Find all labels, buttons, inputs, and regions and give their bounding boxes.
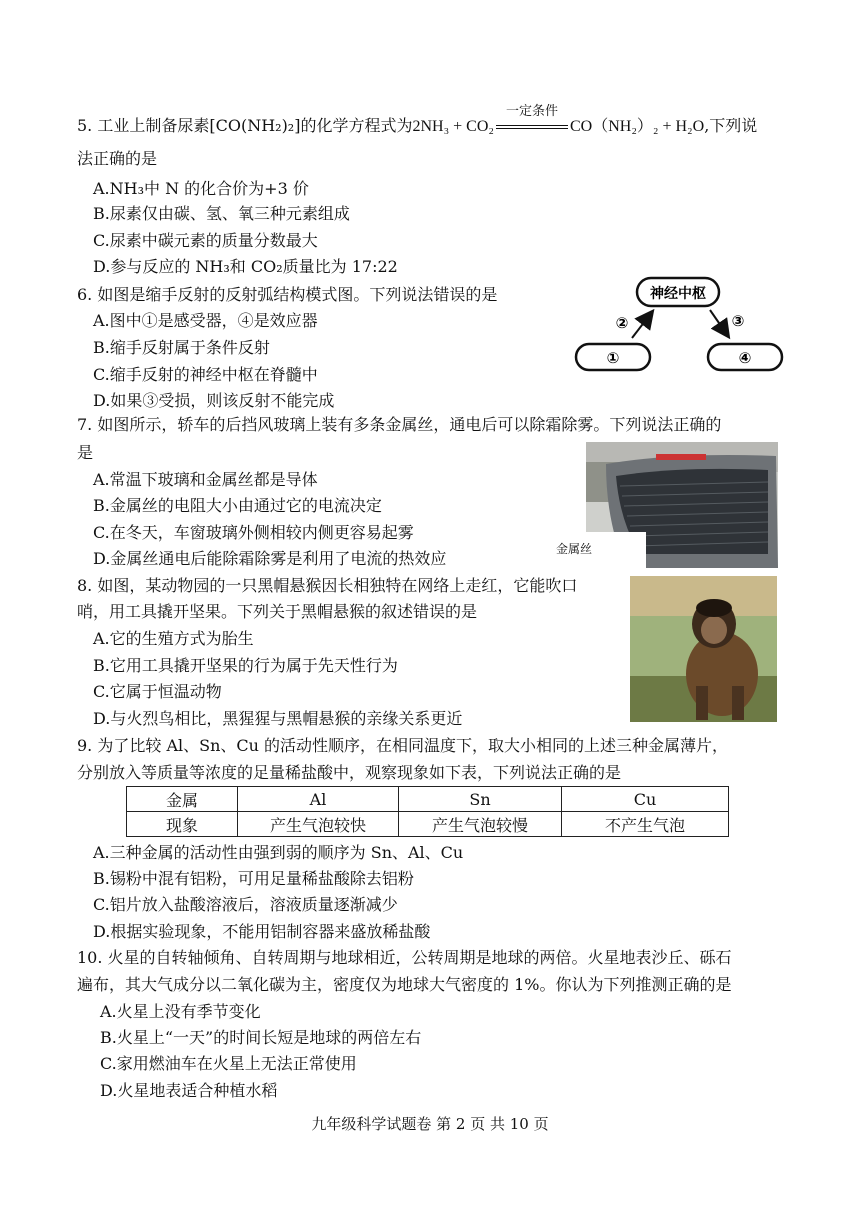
table-cell: Sn <box>399 787 562 812</box>
q5-stem-line1 <box>77 103 758 138</box>
q8-option-a: A.它的生殖方式为胎生 <box>93 629 254 648</box>
car-window-photo <box>556 442 778 568</box>
metal-reaction-table <box>126 786 729 837</box>
q6-option-c: C.缩手反射的神经中枢在脊髓中 <box>93 365 318 384</box>
eq-condition: 一定条件 <box>505 103 558 118</box>
q7-option-c: C.在冬天，车窗玻璃外侧相较内侧更容易起雾 <box>93 523 414 542</box>
car-window-illustration <box>586 442 778 568</box>
table-row <box>127 812 729 837</box>
arrow-2 <box>632 312 652 338</box>
q5-option-b: B.尿素仅由碳、氢、氧三种元素组成 <box>93 204 350 223</box>
q10-option-d: D.火星地表适合种植水稻 <box>100 1081 278 1100</box>
reflex-arc-diagram <box>570 272 790 382</box>
page-footer: 九年级科学试题卷 第 2 页 共 10 页 <box>311 1115 549 1133</box>
q9-stem-line1: 9. 为了比较 Al、Sn、Cu 的活动性顺序，在相同温度下，取大小相同的上述三种金属薄片， <box>77 736 729 755</box>
eq-reactants: 2NH₃ + CO₂ <box>412 118 494 135</box>
eq-products: CO（NH₂）₂ + H₂O <box>569 118 705 135</box>
q8-option-b: B.它用工具撬开坚果的行为属于先天性行为 <box>93 656 398 675</box>
q7-option-d: D.金属丝通电后能除霜除雾是利用了电流的热效应 <box>93 549 447 568</box>
nerve-center-label: 神经中枢 <box>650 286 706 302</box>
q10-option-b: B.火星上“一天”的时间长短是地球的两倍左右 <box>100 1028 422 1047</box>
table-cell: Cu <box>562 787 729 812</box>
q10-stem-line1: 10. 火星的自转轴倾角、自转周期与地球相近，公转周期是地球的两倍。火星地表沙丘、砾石 <box>77 948 732 967</box>
q5-stem-tail: ,下列说 <box>704 116 758 135</box>
arrow-3 <box>710 310 728 336</box>
q7-stem-line1: 7. 如图所示，轿车的后挡风玻璃上装有多条金属丝，通电后可以除霜除雾。下列说法正确的 <box>77 415 722 434</box>
q9-option-c: C.铝片放入盐酸溶液后，溶液质量逐渐减少 <box>93 895 398 914</box>
table-cell: 产生气泡较慢 <box>399 812 562 837</box>
q9-option-d: D.根据实验现象，不能用铝制容器来盛放稀盐酸 <box>93 922 431 941</box>
q5-option-c: C.尿素中碳元素的质量分数最大 <box>93 231 318 250</box>
q5-option-d: D.参与反应的 NH₃和 CO₂质量比为 17:22 <box>93 257 398 276</box>
table-cell: 产生气泡较快 <box>238 812 399 837</box>
q10-option-a: A.火星上没有季节变化 <box>100 1002 261 1021</box>
q5-stem-text: 5. 工业上制备尿素[CO(NH₂)₂]的化学方程式为 <box>77 116 413 135</box>
q6-option-d: D.如果③受损，则该反射不能完成 <box>93 391 335 410</box>
table-row <box>127 787 729 812</box>
q7-option-b: B.金属丝的电阻大小由通过它的电流决定 <box>93 496 382 515</box>
q8-option-c: C.它属于恒温动物 <box>93 682 222 701</box>
q9-stem-line2: 分别放入等质量等浓度的足量稀盐酸中，观察现象如下表，下列说法正确的是 <box>77 763 622 782</box>
table-cell: 现象 <box>127 812 238 837</box>
q5-stem-line2: 法正确的是 <box>77 149 158 168</box>
q7-option-a: A.常温下玻璃和金属丝都是导体 <box>93 470 318 489</box>
table-cell: 不产生气泡 <box>562 812 729 837</box>
table-cell: Al <box>238 787 399 812</box>
q8-stem-line2: 哨，用工具撬开坚果。下列关于黑帽悬猴的叙述错误的是 <box>77 602 478 621</box>
label-3: ③ <box>731 312 745 330</box>
q6-option-b: B.缩手反射属于条件反射 <box>93 338 270 357</box>
q10-stem-line2: 遍布，其大气成分以二氧化碳为主，密度仅为地球大气密度的 1%。你认为下列推测正确的是 <box>77 975 732 994</box>
q8-option-d: D.与火烈鸟相比，黑猩猩与黑帽悬猴的亲缘关系更近 <box>93 709 463 728</box>
monkey-illustration <box>630 576 777 722</box>
q9-option-b: B.锡粉中混有铝粉，可用足量稀盐酸除去铝粉 <box>93 869 414 888</box>
capuchin-monkey-photo <box>630 576 777 722</box>
q5-option-a: A.NH₃中 N 的化合价为+3 价 <box>93 179 309 198</box>
chemical-equation <box>412 103 705 135</box>
q6-option-a: A.图中①是感受器，④是效应器 <box>93 311 318 330</box>
q10-option-c: C.家用燃油车在火星上无法正常使用 <box>100 1054 357 1073</box>
q9-option-a: A.三种金属的活动性由强到弱的顺序为 Sn、Al、Cu <box>93 843 464 862</box>
metal-wire-label: 金属丝 <box>556 542 593 556</box>
q6-stem: 6. 如图是缩手反射的反射弧结构模式图。下列说法错误的是 <box>77 285 498 304</box>
eq-arrow <box>494 103 570 138</box>
table-cell: 金属 <box>127 787 238 812</box>
label-2: ② <box>615 314 629 332</box>
q8-stem-line1: 8. 如图，某动物园的一只黑帽悬猴因长相独特在网络上走红，它能吹口 <box>77 576 578 595</box>
node-4-label: ④ <box>738 349 752 367</box>
q7-stem-line2: 是 <box>77 443 94 462</box>
node-1-label: ① <box>606 349 620 367</box>
